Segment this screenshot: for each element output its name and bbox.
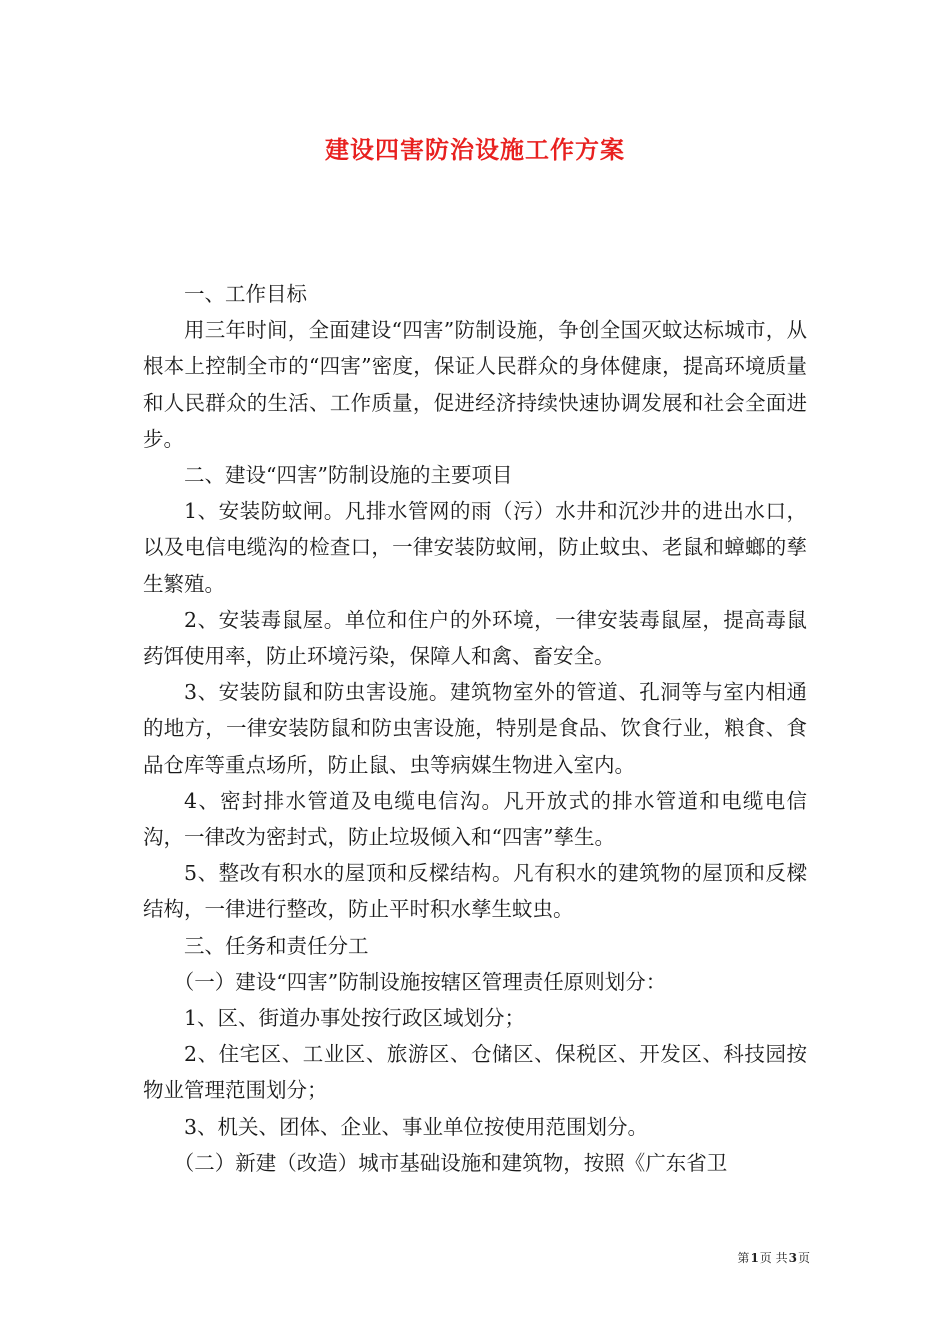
footer-suffix: 页 — [797, 1251, 810, 1265]
paragraph-division-1: 1、区、街道办事处按行政区域划分； — [184, 1006, 526, 1031]
document-body — [143, 276, 807, 1181]
footer-total-pages: 3 — [788, 1251, 797, 1265]
footer-page-number: 1 — [750, 1251, 759, 1265]
paragraph-item-5: 5、整改有积水的屋顶和反樑结构。凡有积水的建筑物的屋顶和反樑结构，一律进行整改，防止平时积水孳生蚊虫。 — [143, 861, 807, 922]
section-heading-projects: 二、建设“四害”防制设施的主要项目 — [184, 463, 513, 488]
footer-prefix: 第 — [737, 1251, 750, 1265]
document-title: 建设四害防治设施工作方案 — [325, 135, 625, 164]
paragraph-subsection-2: （二）新建（改造）城市基础设施和建筑物，按照《广东省卫 — [173, 1150, 728, 1175]
page-footer — [700, 1250, 810, 1266]
paragraph-division-3: 3、机关、团体、企业、事业单位按使用范围划分。 — [184, 1114, 649, 1139]
paragraph-item-4: 4、密封排水管道及电缆电信沟。凡开放式的排水管道和电缆电信沟，一律改为密封式，防止垃圾倾入和“四害”孳生。 — [143, 788, 807, 850]
footer-middle: 页 共 — [759, 1251, 788, 1265]
paragraph-division-2: 2、住宅区、工业区、旅游区、仓储区、保税区、开发区、科技园按物业管理范围划分； — [143, 1042, 807, 1103]
section-heading-tasks: 三、任务和责任分工 — [184, 933, 369, 958]
section-heading-goals: 一、工作目标 — [184, 282, 307, 306]
paragraph-goals: 用三年时间，全面建设“四害”防制设施，争创全国灭蚊达标城市，从根本上控制全市的“四害”密度，保证人民群众的身体健康，提高环境质量和人民群众的生活、工作质量，促进经济持续快速协调发展和社会全面进步。 — [143, 318, 807, 451]
paragraph-subsection-1: （一）建设“四害”防制设施按辖区管理责任原则划分： — [173, 969, 667, 994]
paragraph-item-1: 1、安装防蚊闸。凡排水管网的雨（污）水井和沉沙井的进出水口，以及电信电缆沟的检查口，一律安装防蚊闸，防止蚊虫、老鼠和蟑螂的孳生繁殖。 — [143, 499, 807, 596]
paragraph-item-2: 2、安装毒鼠屋。单位和住户的外环境，一律安装毒鼠屋，提高毒鼠药饵使用率，防止环境污染，保障人和禽、畜安全。 — [143, 607, 807, 669]
paragraph-item-3: 3、安装防鼠和防虫害设施。建筑物室外的管道、孔洞等与室内相通的地方，一律安装防鼠和防虫害设施，特别是食品、饮食行业，粮食、食品仓库等重点场所，防止鼠、虫等病媒生物进入室内。 — [143, 680, 807, 777]
